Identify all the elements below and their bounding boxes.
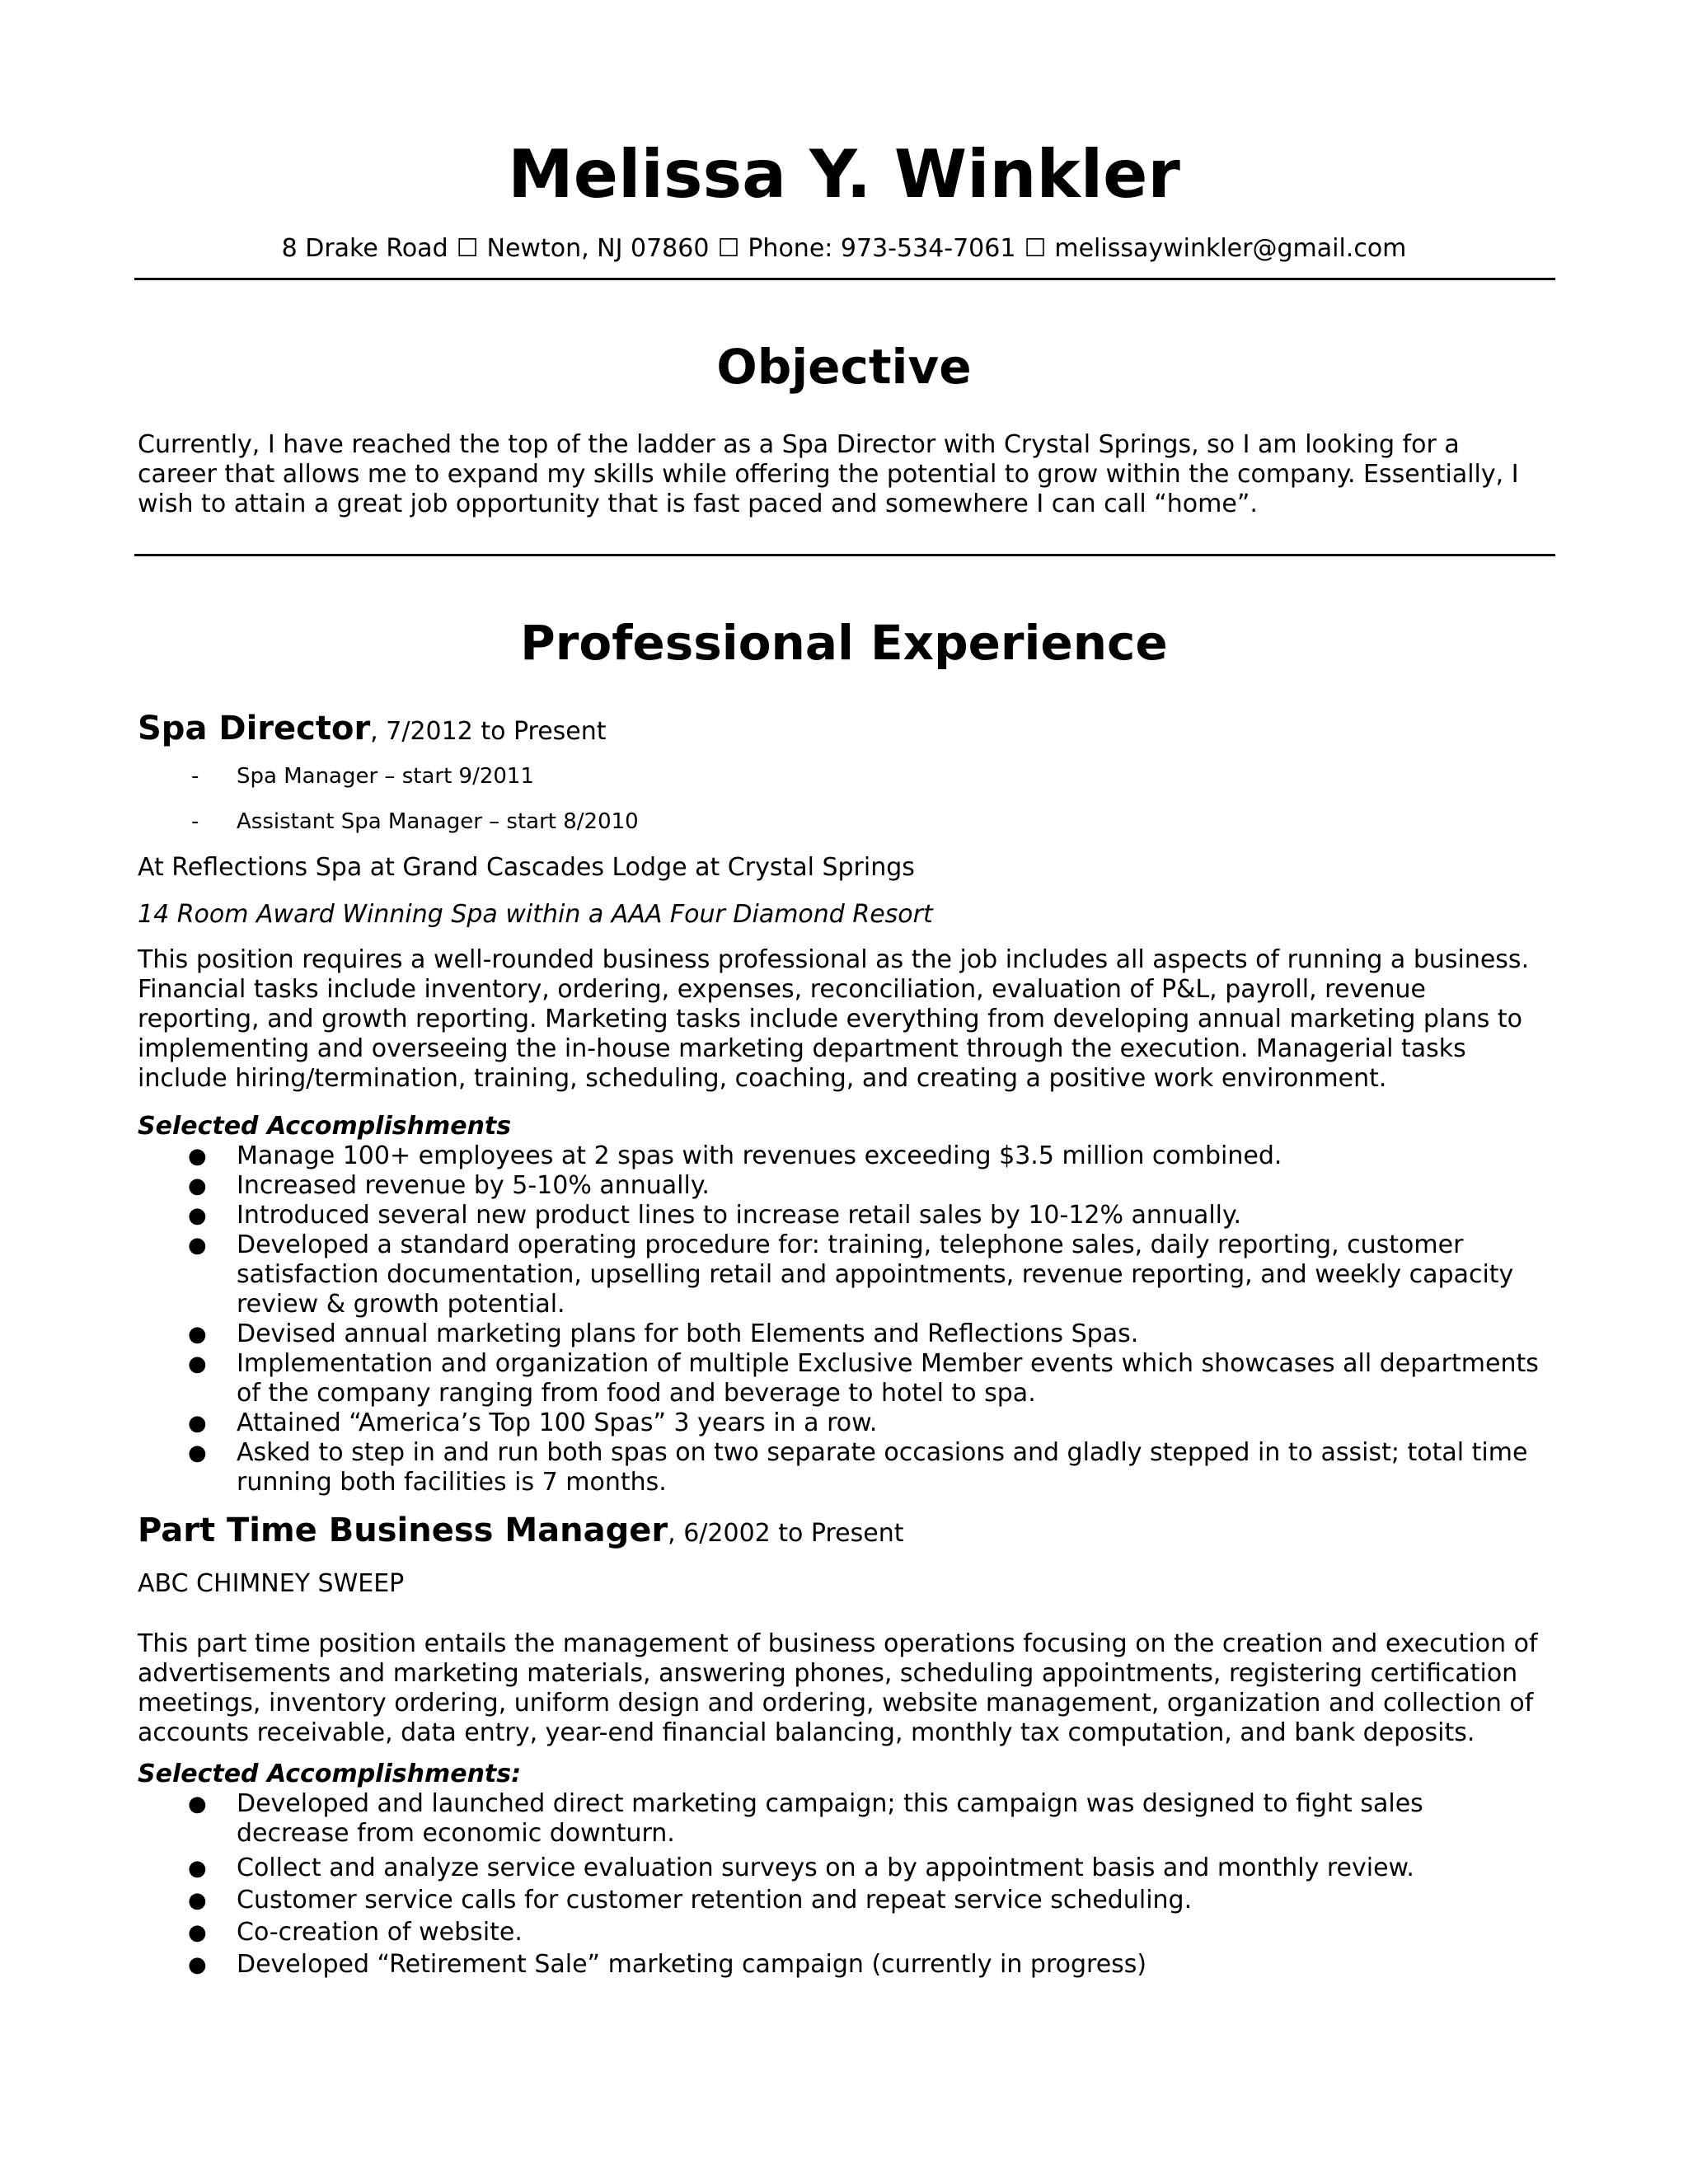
bullet-icon: ● bbox=[188, 1174, 207, 1198]
objective-line: wish to attain a great job opportunity that is fast paced and somewhere I can call “home”. bbox=[138, 490, 1258, 518]
job-tagline: 14 Room Award Winning Spa within a AAA Four Diamond Resort bbox=[138, 900, 933, 929]
accomplishment-item bbox=[237, 1854, 1572, 1883]
accomplishment-line: of the company ranging from food and beverage to hotel to spa. bbox=[237, 1379, 1036, 1408]
accomplishment-line: Implementation and organization of multiple Exclusive Member events which showcases all departments bbox=[237, 1349, 1539, 1378]
job-description bbox=[138, 945, 1559, 1094]
accomplishment-item bbox=[237, 1141, 1572, 1171]
accomplishment-line: running both facilities is 7 months. bbox=[237, 1468, 667, 1497]
accomplishment-item bbox=[237, 1408, 1572, 1438]
bullet-icon: ● bbox=[188, 1233, 207, 1258]
company-name: ABC CHIMNEY SWEEP bbox=[138, 1569, 405, 1598]
experience-title: Professional Experience bbox=[520, 615, 1168, 671]
description-line: reporting, and growth reporting. Marketing tasks include everything from developing annual marketing plans to bbox=[138, 1005, 1522, 1033]
email: melissaywinkler@gmail.com bbox=[1054, 234, 1407, 263]
accomplishment-item bbox=[237, 1438, 1572, 1497]
accomplishment-line: Collect and analyze service evaluation surveys on a by appointment basis and monthly review. bbox=[237, 1854, 1414, 1882]
phone: Phone: 973-534-7061 bbox=[748, 234, 1016, 263]
description-line: include hiring/termination, training, scheduling, coaching, and creating a positive work environment. bbox=[138, 1064, 1387, 1093]
objective-text bbox=[138, 430, 1559, 519]
sub-role-dash: - bbox=[191, 764, 199, 789]
divider bbox=[134, 278, 1555, 280]
bullet-icon: ● bbox=[188, 1441, 207, 1465]
bullet-icon: ● bbox=[188, 1322, 207, 1347]
job-location: At Reflections Spa at Grand Cascades Lodge at Crystal Springs bbox=[138, 853, 915, 882]
accomplishment-line: review & growth potential. bbox=[237, 1290, 565, 1319]
accomplishment-item bbox=[237, 1789, 1572, 1849]
job-heading bbox=[138, 1511, 904, 1557]
job-description bbox=[138, 1629, 1559, 1748]
accomplishments-heading: Selected Accomplishments: bbox=[138, 1760, 522, 1788]
accomplishment-item bbox=[237, 1201, 1572, 1230]
job-heading bbox=[138, 709, 607, 755]
description-line: Financial tasks include inventory, ordering, expenses, reconciliation, evaluation of P&L, payroll, revenue bbox=[138, 975, 1426, 1004]
job-dates: , 6/2002 to Present bbox=[668, 1519, 904, 1548]
bullet-icon: ● bbox=[188, 1920, 207, 1945]
description-line: This position requires a well-rounded business professional as the job includes all aspects of running a business. bbox=[138, 945, 1530, 974]
description-line: implementing and overseeing the in-house marketing department through the execution. Managerial tasks bbox=[138, 1034, 1466, 1063]
accomplishment-line: Developed and launched direct marketing campaign; this campaign was designed to fight sales bbox=[237, 1789, 1423, 1818]
bullet-icon: ● bbox=[188, 1203, 207, 1228]
objective-line: career that allows me to expand my skills while offering the potential to grow within the company. Essentially, I bbox=[138, 460, 1519, 489]
objective-line: Currently, I have reached the top of the ladder as a Spa Director with Crystal Springs, so I am looking for a bbox=[138, 430, 1460, 459]
accomplishment-line: Devised annual marketing plans for both Elements and Reflections Spas. bbox=[237, 1319, 1139, 1348]
accomplishment-line: decrease from economic downturn. bbox=[237, 1819, 675, 1848]
bullet-icon: ● bbox=[188, 1144, 207, 1169]
accomplishment-item bbox=[237, 1230, 1572, 1319]
accomplishment-item bbox=[237, 1319, 1572, 1349]
accomplishment-line: Developed “Retirement Sale” marketing campaign (currently in progress) bbox=[237, 1950, 1147, 1979]
separator-box-icon: ☐ bbox=[1024, 234, 1047, 263]
accomplishment-line: Attained “America’s Top 100 Spas” 3 years in a row. bbox=[237, 1408, 878, 1437]
bullet-icon: ● bbox=[188, 1411, 207, 1436]
divider bbox=[134, 554, 1555, 556]
objective-title: Objective bbox=[716, 339, 972, 395]
accomplishment-line: Co-creation of website. bbox=[237, 1918, 523, 1947]
sub-role: Assistant Spa Manager – start 8/2010 bbox=[237, 809, 639, 834]
description-line: advertisements and marketing materials, answering phones, scheduling appointments, registering certification bbox=[138, 1659, 1518, 1688]
accomplishment-line: Asked to step in and run both spas on two separate occasions and gladly stepped in to assist; total time bbox=[237, 1438, 1528, 1467]
accomplishment-line: Introduced several new product lines to increase retail sales by 10-12% annually. bbox=[237, 1201, 1242, 1230]
job-title: Part Time Business Manager bbox=[138, 1511, 668, 1549]
bullet-icon: ● bbox=[188, 1888, 207, 1913]
accomplishment-item bbox=[237, 1171, 1572, 1201]
separator-box-icon: ☐ bbox=[456, 234, 479, 263]
job-dates: , 7/2012 to Present bbox=[370, 717, 607, 746]
bullet-icon: ● bbox=[188, 1952, 207, 1977]
contact-line bbox=[0, 232, 1688, 265]
address: 8 Drake Road bbox=[281, 234, 448, 263]
accomplishment-line: satisfaction documentation, upselling retail and appointments, revenue reporting, and weekly capacity bbox=[237, 1260, 1514, 1289]
separator-box-icon: ☐ bbox=[717, 234, 740, 263]
bullet-icon: ● bbox=[188, 1792, 207, 1816]
bullet-icon: ● bbox=[188, 1856, 207, 1881]
accomplishment-line: Manage 100+ employees at 2 spas with revenues exceeding $3.5 million combined. bbox=[237, 1141, 1282, 1170]
accomplishment-line: Customer service calls for customer retention and repeat service scheduling. bbox=[237, 1886, 1193, 1915]
accomplishment-item bbox=[237, 1950, 1572, 1980]
accomplishment-line: Developed a standard operating procedure for: training, telephone sales, daily reporting, customer bbox=[237, 1230, 1464, 1259]
city-state-zip: Newton, NJ 07860 bbox=[486, 234, 710, 263]
accomplishment-item bbox=[237, 1918, 1572, 1947]
description-line: This part time position entails the management of business operations focusing on the creation and execution of bbox=[138, 1629, 1538, 1658]
job-title: Spa Director bbox=[138, 710, 371, 748]
accomplishment-item bbox=[237, 1349, 1572, 1408]
accomplishment-line: Increased revenue by 5-10% annually. bbox=[237, 1171, 710, 1200]
sub-role-dash: - bbox=[191, 809, 199, 834]
description-line: accounts receivable, data entry, year-end financial balancing, monthly tax computation, and bank deposits. bbox=[138, 1718, 1475, 1747]
accomplishments-heading: Selected Accomplishments bbox=[138, 1112, 512, 1141]
description-line: meetings, inventory ordering, uniform design and ordering, website management, organization and collection of bbox=[138, 1689, 1534, 1718]
accomplishment-item bbox=[237, 1886, 1572, 1915]
candidate-name: Melissa Y. Winkler bbox=[508, 136, 1180, 213]
sub-role: Spa Manager – start 9/2011 bbox=[237, 764, 534, 789]
bullet-icon: ● bbox=[188, 1352, 207, 1376]
